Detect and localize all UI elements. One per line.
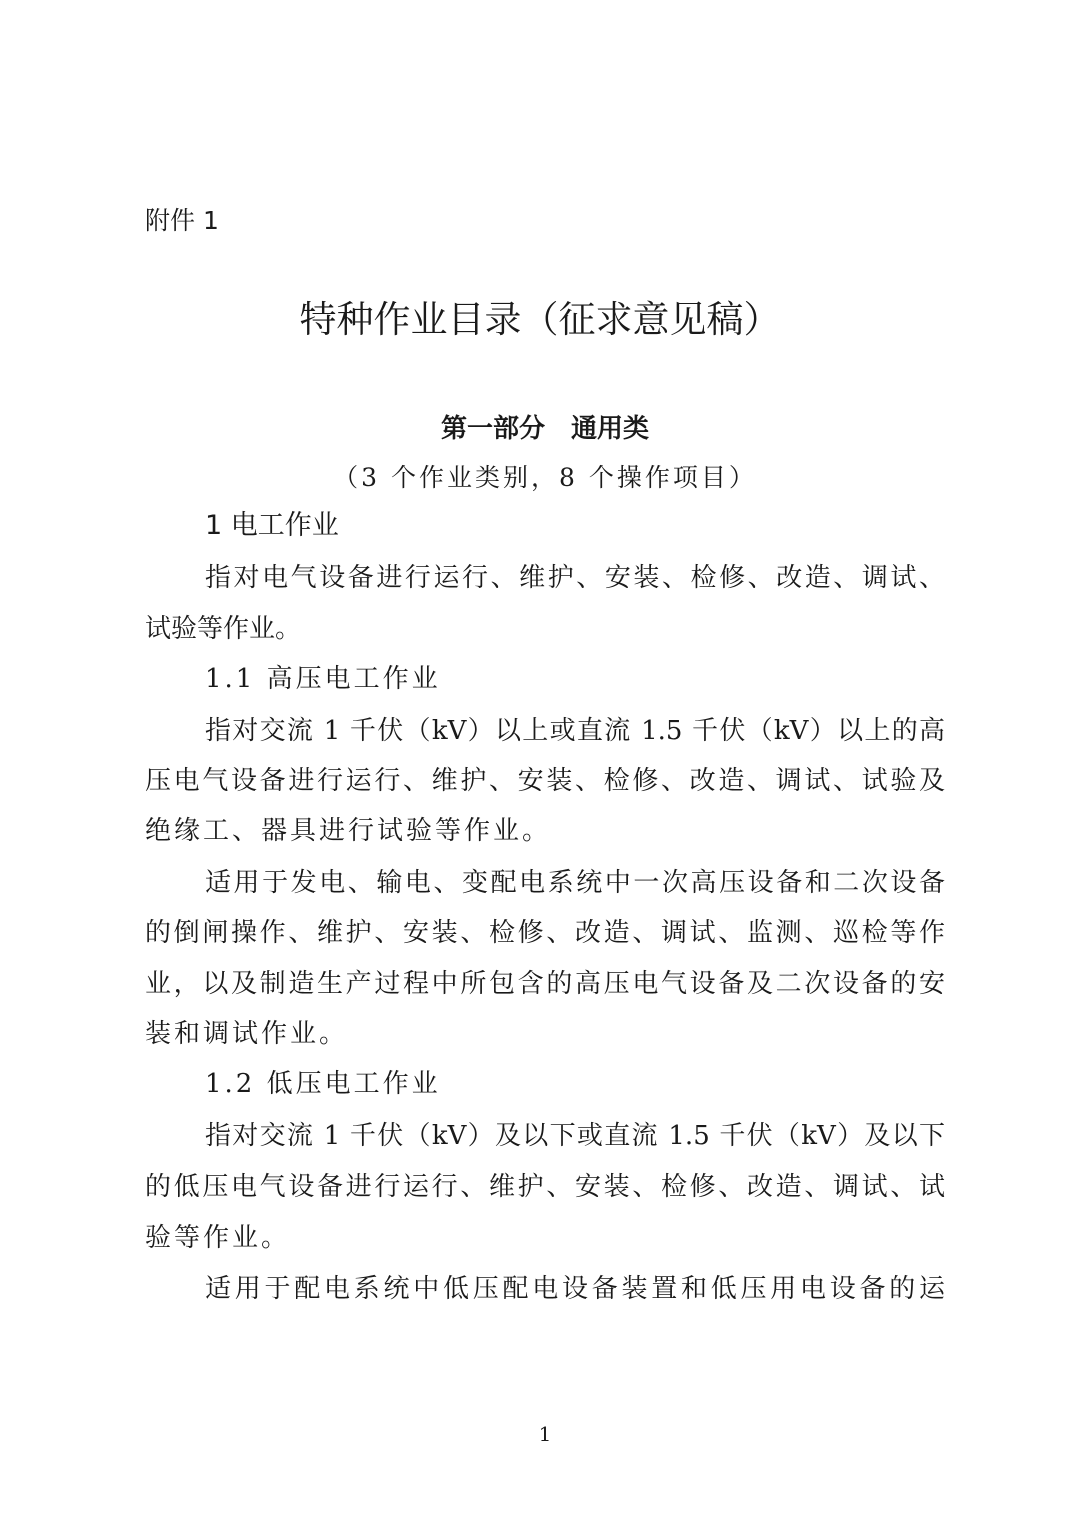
document-title: 特种作业目录（征求意见稿） [299, 298, 781, 341]
paragraph-line: 适用于发电、输电、变配电系统中一次高压设备和二次设备 [205, 868, 945, 898]
section-heading-1-2: 1.2 低压电工作业 [205, 1069, 441, 1099]
part-count: （3 个作业类别，8 个操作项目） [333, 463, 757, 492]
part-heading: 第一部分 通用类 [440, 414, 649, 444]
attachment-label: 附件 1 [145, 206, 219, 235]
paragraph-line: 指对电气设备进行运行、维护、安装、检修、改造、调试、 [205, 563, 945, 593]
section-heading-1-1: 1.1 高压电工作业 [205, 664, 441, 694]
section-heading-1: 1 电工作业 [205, 510, 339, 541]
paragraph-line: 装和调试作业。 [145, 1019, 349, 1049]
paragraph-line: 指对交流 1 千伏（kV）以上或直流 1.5 千伏（kV）以上的高 [205, 716, 945, 746]
paragraph-line: 业，以及制造生产过程中所包含的高压电气设备及二次设备的安 [145, 969, 945, 999]
paragraph-line: 压电气设备进行运行、维护、安装、检修、改造、调试、试验及 [145, 766, 945, 796]
paragraph-line: 验等作业。 [145, 1223, 291, 1253]
paragraph-line: 试验等作业。 [145, 614, 302, 644]
paragraph-line: 适用于配电系统中低压配电设备装置和低压用电设备的运 [205, 1274, 945, 1304]
paragraph-line: 指对交流 1 千伏（kV）及以下或直流 1.5 千伏（kV）及以下 [205, 1121, 945, 1151]
page-number: 1 [538, 1422, 552, 1446]
paragraph-line: 绝缘工、器具进行试验等作业。 [145, 816, 552, 846]
paragraph-line: 的低压电气设备进行运行、维护、安装、检修、改造、调试、试 [145, 1172, 945, 1202]
paragraph-line: 的倒闸操作、维护、安装、检修、改造、调试、监测、巡检等作 [145, 918, 945, 948]
